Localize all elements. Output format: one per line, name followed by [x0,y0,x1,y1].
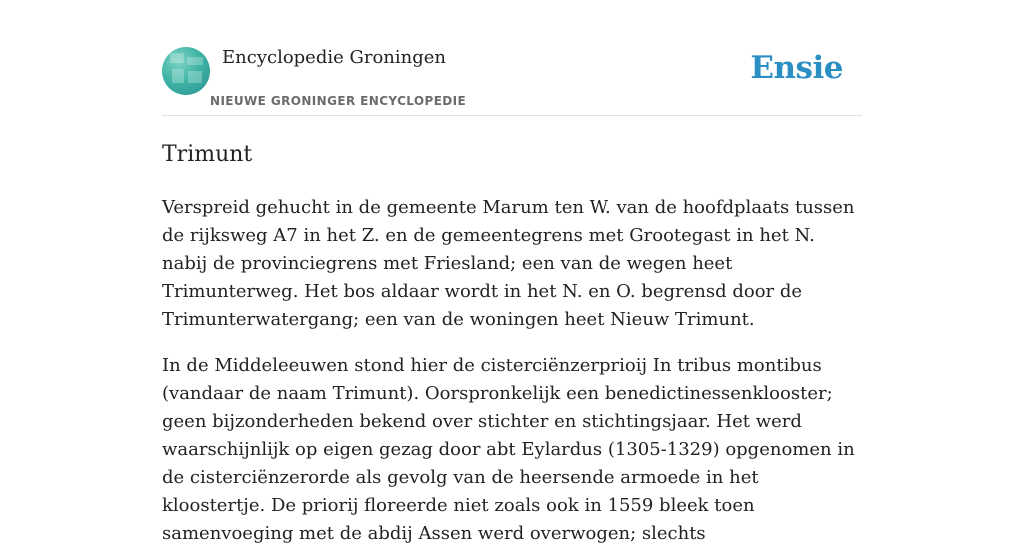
site-title[interactable]: Encyclopedie Groningen [222,47,447,68]
site-subtitle: NIEUWE GRONINGER ENCYCLOPEDIE [210,94,467,108]
brand-logo-link[interactable]: Ensie [750,50,843,86]
article-paragraph: In de Middeleeuwen stond hier de cisterciënzerprioij In tribus montibus (vandaar de naam Trimunt). Oorspronkelijk een benedictinessenklooster; geen bijzonderheden bekend over stichter en stichtingsjaar. Het werd waarschijnlijk op eigen gezag door abt Eylardus (1305-1329) opgenomen in de cisterciënzerorde als gevolg van de heersende armoede in het kloostertje. De priorij floreerde niet zoals ook in 1559 bleek toen samenvoeging met de abdij Assen werd overwogen; slechts [162,355,855,544]
site-header [162,46,862,116]
article-title: Trimunt [162,142,253,167]
article-paragraph: Verspreid gehucht in de gemeente Marum ten W. van de hoofdplaats tussen de rijksweg A7 in het Z. en de gemeentegrens met Grootegast in het N. nabij de provinciegrens met Friesland; een van de wegen heet Trimunterweg. Het bos aldaar wordt in het N. en O. begrensd door de Trimunterwatergang; een van de woningen heet Nieuw Trimunt. [162,197,855,330]
article-body [162,194,862,548]
site-logo[interactable] [162,47,210,95]
page [162,0,862,548]
